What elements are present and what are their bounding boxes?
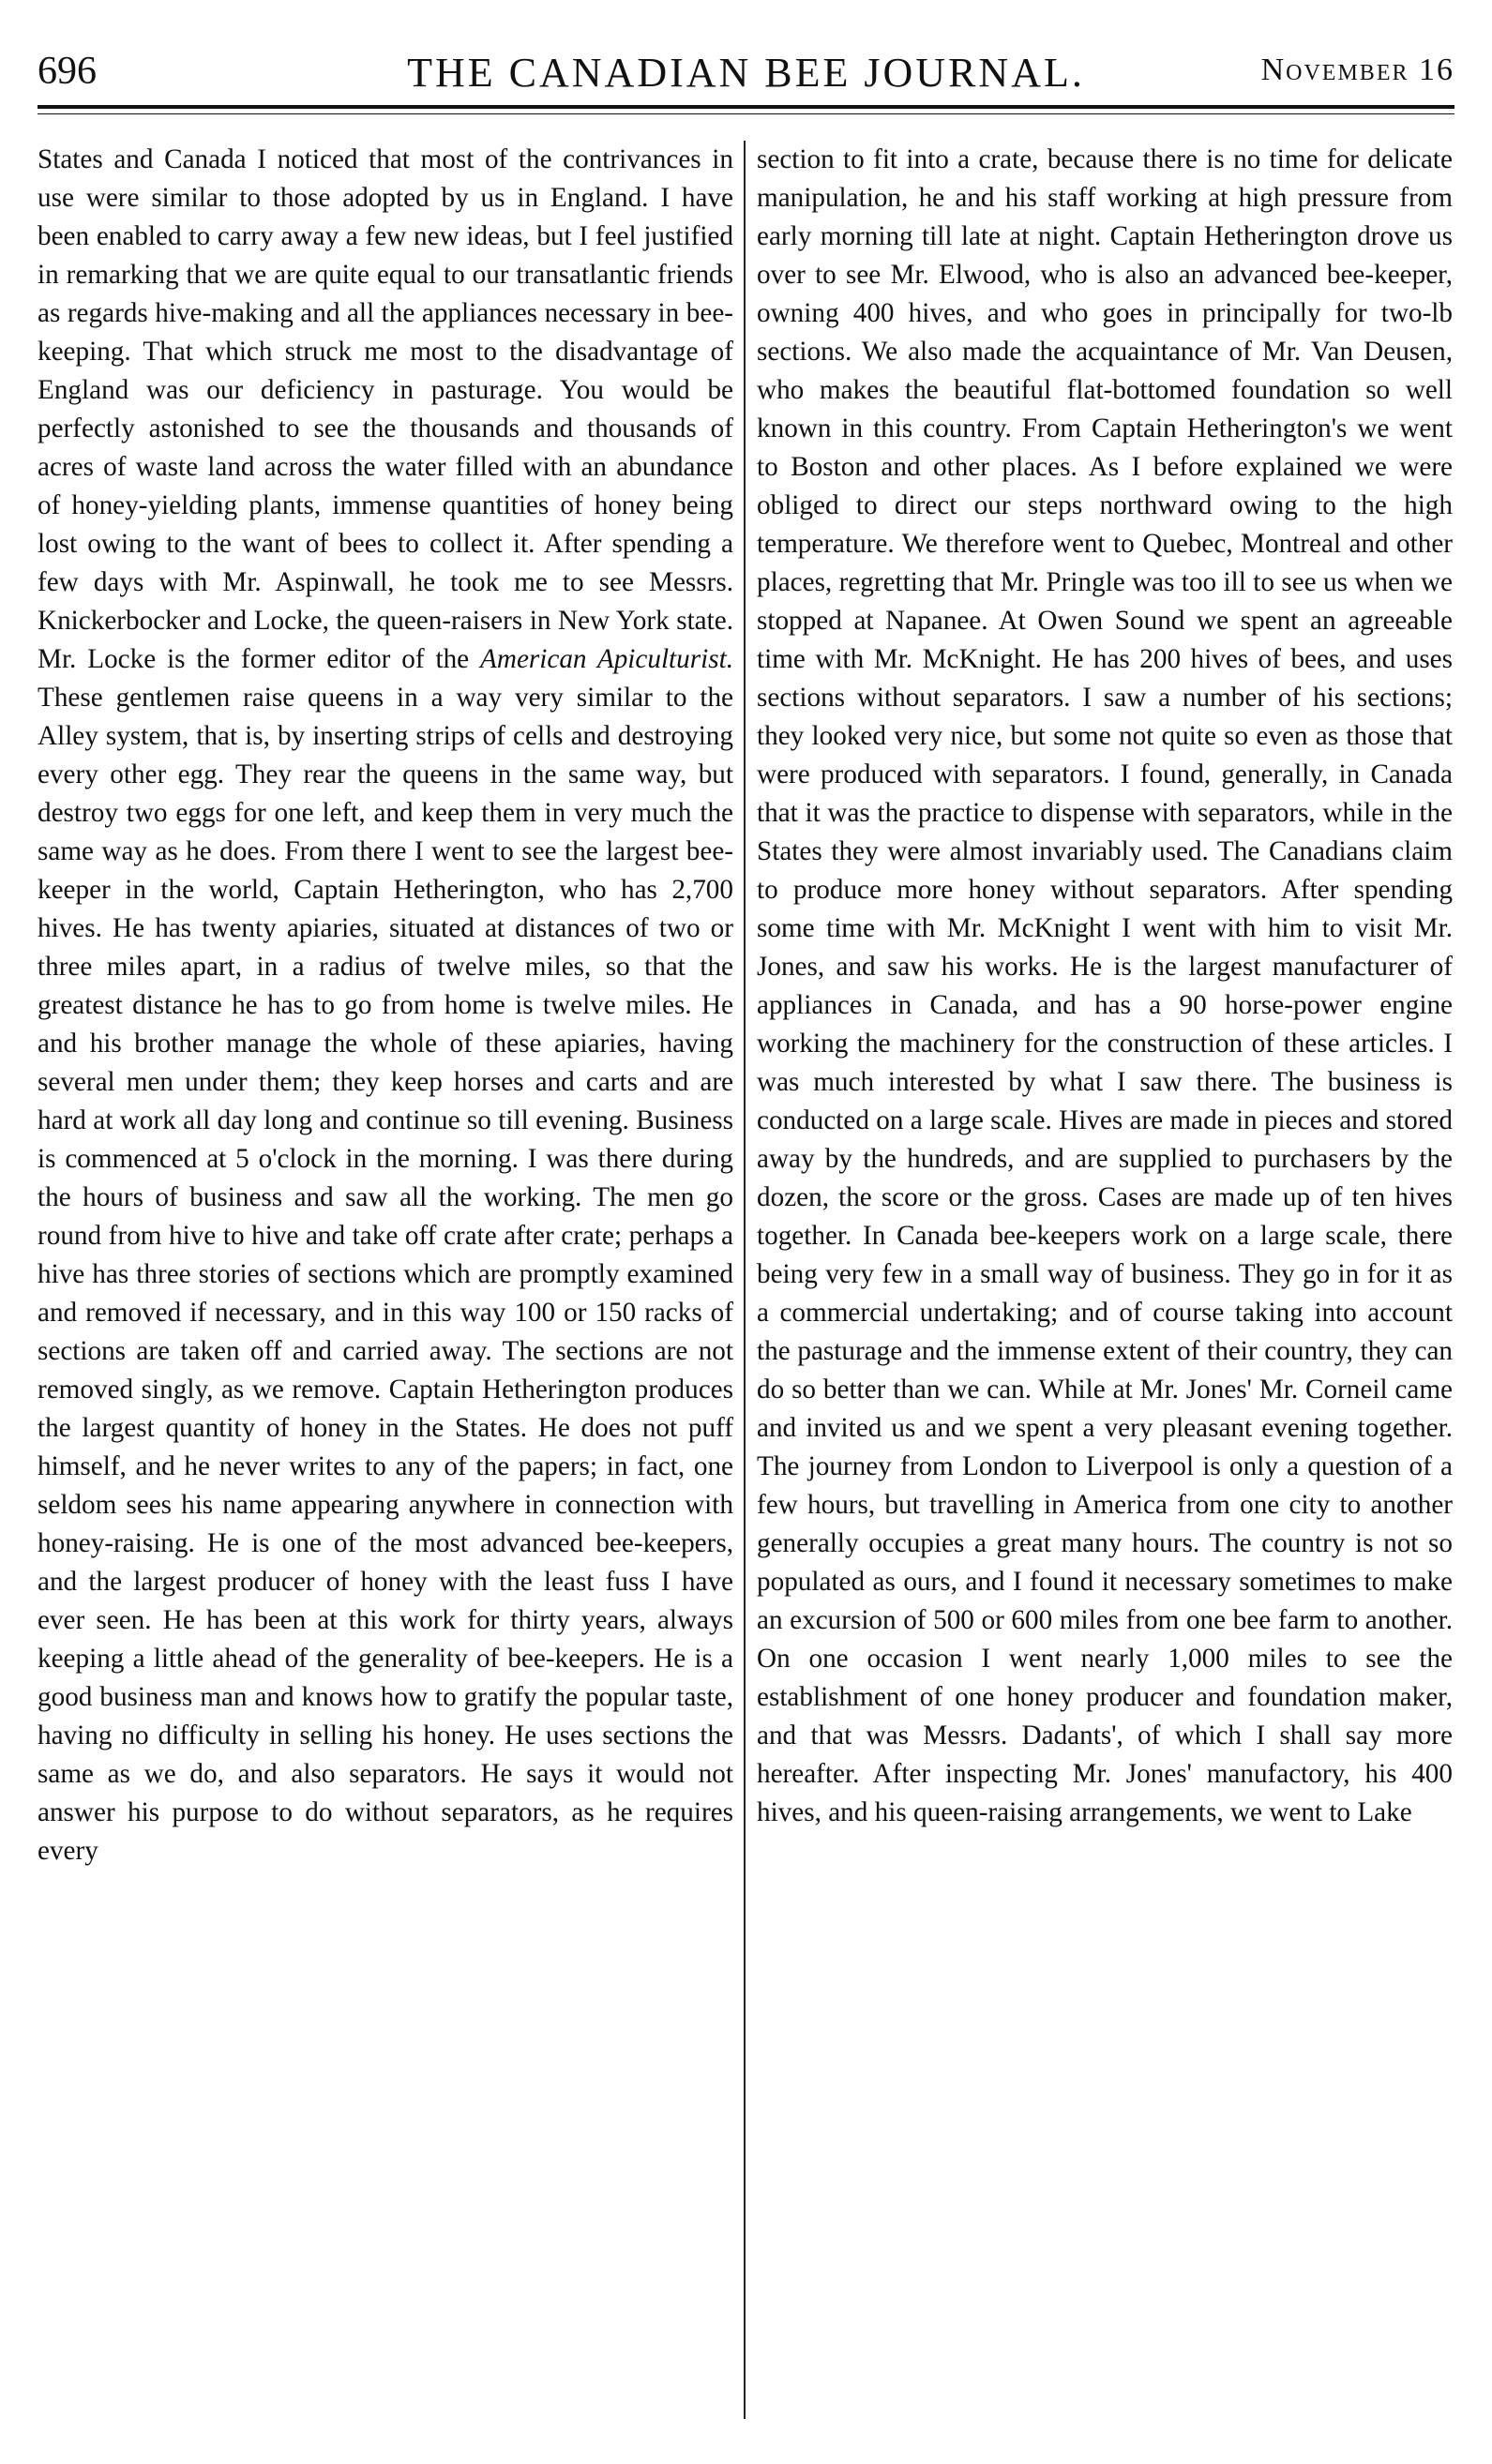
page-number: 696 (38, 50, 97, 93)
page-header (38, 49, 1454, 105)
issue-date: November 16 (1260, 53, 1454, 87)
right-column-text: section to fit into a crate, because there is no time for delicate manipulation, he and his staff working at high pressure from early morning till late at night. Captain Hetherington drove us over to see Mr. Elwood, who is also an advanced bee-keeper, owning 400 hives, and who goes in principally for two-lb sections. We also made the acquaintance of Mr. Van Deusen, who makes the beautiful flat-bottomed foundation so well known in this country. From Captain Hetherington's we went to Boston and other places. As I before explained we were obliged to direct our steps northward owing to the high temperature. We therefore went to Quebec, Montreal and other places, regretting that Mr. Pringle was too ill to see us when we stopped at Napanee. At Owen Sound we spent an agreeable time with Mr. McKnight. He has 200 hives of bees, and uses sections without separators. I saw a number of his sections; they looked very nice, but some not quite so even as those that were produced with separators. I found, generally, in Canada that it was the practice to dispense with separators, while in the States they were almost invariably used. The Canadians claim to produce more honey without separators. After spending some time with Mr. McKnight I went with him to visit Mr. Jones, and saw his works. He is the largest manufacturer of appliances in Canada, and has a 90 horse-power engine working the machinery for the construction of these articles. I was much interested by what I saw there. The business is conducted on a large scale. Hives are made in pieces and stored away by the hundreds, and are supplied to purchasers by the dozen, the score or the gross. Cases are made up of ten hives together. In Canada bee-keepers work on a large scale, there being very few in a small way of business. They go in for it as a commercial undertaking; and of course taking into account the pasturage and the immense extent of their country, they can do so better than we can. While at Mr. Jones' Mr. Corneil came and invited us and we spent a very pleasant evening together. The journey from London to Liverpool is only a question of a few hours, but travelling in America from one city to another generally occupies a great many hours. The country is not so populated as ours, and I found it necessary sometimes to make an excursion of 500 or 600 miles from one bee farm to another. On one occasion I went nearly 1,000 miles to see the establishment of one honey producer and foundation maker, and that was Messrs. Dadants', of which I shall say more hereafter. After inspecting Mr. Jones' manufactory, his 400 hives, and his queen-raising arrangements, we went to Lake (757, 144, 1453, 1827)
left-column-text-part1: States and Canada I noticed that most of the contrivances in use were similar to those adopted by us in England. I have been enabled to carry away a few new ideas, but I feel justified in remarking that we are quite equal to our transatlantic friends as regards hive-making and all the appliances necessary in bee-keeping. That which struck me most to the disadvantage of England was our deficiency in pasturage. You would be perfectly astonished to see the thousands and thousands of acres of waste land across the water filled with an abundance of honey-yielding plants, immense quantities of honey being lost owing to the want of bees to collect it. After spending a few days with Mr. Aspinwall, he took me to see Messrs. Knickerbocker and Locke, the queen-raisers in New York state. Mr. Locke is the former editor of the (38, 144, 733, 674)
article-columns (38, 141, 1454, 2426)
column-divider (744, 141, 746, 2419)
header-rule-thin (38, 113, 1454, 114)
left-column (38, 141, 733, 1871)
right-column (757, 141, 1453, 1832)
header-rule-thick (38, 105, 1454, 109)
journal-title: THE CANADIAN BEE JOURNAL. (407, 50, 1085, 96)
left-column-text-part2: These gentlemen raise queens in a way very similar to the Alley system, that is, by inserting strips of cells and destroying every other egg. They rear the queens in the same way, but destroy two eggs for one left, and keep them in very much the same way as he does. From there I went to see the largest bee-keeper in the world, Captain Hetherington, who has 2,700 hives. He has twenty apiaries, situated at distances of two or three miles apart, in a radius of twelve miles, so that the greatest distance he has to go from home is twelve miles. He and his brother manage the whole of these apiaries, having several men under them; they keep horses and carts and are hard at work all day long and continue so till evening. Business is commenced at 5 o'clock in the morning. I was there during the hours of business and saw all the working. The men go round from hive to hive and take off crate after crate; perhaps a hive has three stories of sections which are promptly examined and removed if necessary, and in this way 100 or 150 racks of sections are taken off and carried away. The sections are not removed singly, as we remove. Captain Hetherington produces the largest quantity of honey in the States. He does not puff himself, and he never writes to any of the papers; in fact, one seldom sees his name appearing anywhere in connection with honey-raising. He is one of the most advanced bee-keepers, and the largest producer of honey with the least fuss I have ever seen. He has been at this work for thirty years, always keeping a little ahead of the generality of bee-keepers. He is a good business man and knows how to gratify the popular taste, having no difficulty in selling his honey. He uses sections the same as we do, and also separators. He says it would not answer his purpose to do without separators, as he requires every (38, 683, 733, 1866)
left-column-text (38, 141, 733, 1871)
periodical-title-italic: American Apiculturist. (480, 644, 733, 674)
